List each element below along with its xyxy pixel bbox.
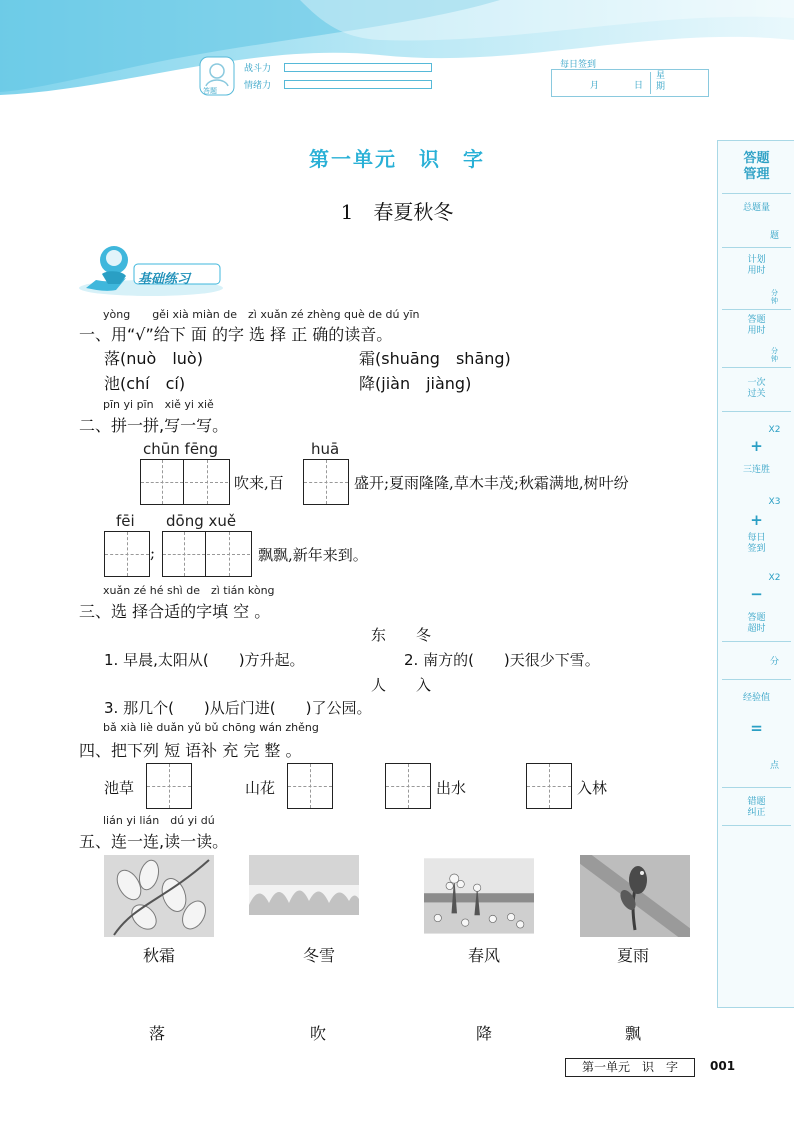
q2-pinyin-fei: fēi	[116, 512, 135, 530]
sidebar-x2-a: X2	[768, 425, 781, 435]
sidebar-fen: 分	[769, 657, 779, 667]
answer-grid-hua[interactable]	[303, 459, 349, 505]
sidebar-divider	[722, 367, 791, 368]
sidebar-plus-2: +	[750, 511, 763, 529]
q5-bottom-3[interactable]: 降	[476, 1024, 493, 1043]
q2-line1-b: 盛开;夏雨隆隆,草木丰茂;秋霜满地,树叶纷	[354, 474, 629, 492]
sidebar-minus: −	[750, 585, 763, 603]
answer-grid-q4-2[interactable]	[287, 763, 333, 809]
sidebar-title: 答题 管理	[743, 151, 770, 182]
q1-pinyin: yòng gěi xià miàn de zì xuǎn zé zhèng què de dú yīn	[103, 308, 420, 321]
sidebar-divider	[722, 309, 791, 310]
unit-title: 第一单元 识 字	[309, 147, 485, 171]
q1-item-2[interactable]: 霜(shuāng shāng)	[359, 349, 511, 368]
q5-prompt: 五、连一连,读一读。	[79, 832, 229, 851]
combat-bar	[284, 63, 432, 72]
q2-pinyin: pīn yi pīn xiě yi xiě	[103, 398, 214, 411]
q5-top-3[interactable]: 春风	[468, 946, 501, 965]
date-box[interactable]	[551, 69, 709, 97]
q3-sentence-2[interactable]: 2. 南方的( )天很少下雪。	[404, 651, 600, 669]
sidebar-plus-1: +	[750, 437, 763, 455]
q2-line2: 飘飘,新年来到。	[258, 546, 368, 564]
q2-line1-a: 吹来,百	[234, 474, 284, 492]
q3-pair-2: 人 入	[371, 676, 432, 694]
sidebar-x2-b: X2	[768, 573, 781, 583]
sidebar-divider	[722, 641, 791, 642]
q1-item-3[interactable]: 池(chí cí)	[104, 374, 186, 393]
avatar	[199, 56, 235, 96]
q4-pinyin: bǎ xià liè duǎn yǔ bǔ chōng wán zhěng	[103, 721, 319, 734]
q3-sentence-3[interactable]: 3. 那几个( )从后门进( )了公园。	[104, 699, 372, 717]
spring-field-image	[424, 855, 534, 937]
sidebar-actual-time: 答题 用时	[747, 315, 766, 336]
q5-bottom-2[interactable]: 吹	[310, 1024, 327, 1043]
q2-pinyin-hua: huā	[311, 440, 340, 458]
q2-semicolon: ;	[150, 544, 156, 562]
sidebar-overtime: 答题 超时	[747, 613, 766, 634]
day-label: 日	[634, 81, 644, 91]
q5-top-4[interactable]: 夏雨	[617, 946, 650, 965]
frosted-leaves-image	[104, 855, 214, 937]
q4-prompt: 四、把下列 短 语补 充 完 整 。	[79, 741, 302, 760]
q1-item-4[interactable]: 降(jiàn jiàng)	[359, 374, 472, 393]
page-number: 001	[710, 1059, 736, 1073]
answer-grid-q4-1[interactable]	[146, 763, 192, 809]
sidebar-divider	[722, 193, 791, 194]
sidebar-once-pass: 一次 过关	[747, 378, 766, 399]
grid-cell[interactable]	[185, 460, 228, 504]
q4-word-2: 山花	[245, 779, 276, 797]
answer-grid-q4-3[interactable]	[385, 763, 431, 809]
sidebar-divider	[722, 247, 791, 248]
grid-cell[interactable]	[141, 460, 184, 504]
section-badge-label: 基础练习	[138, 272, 191, 287]
q5-top-1[interactable]: 秋霜	[143, 946, 176, 965]
q5-top-2[interactable]: 冬雪	[303, 946, 336, 965]
sidebar-divider	[722, 679, 791, 680]
q4-word-4: 入林	[577, 779, 608, 797]
sidebar-plan-unit: 分 钟	[771, 289, 778, 305]
sidebar-ti: 题	[769, 231, 779, 241]
answer-grid-chunfeng[interactable]	[140, 459, 230, 505]
q4-word-3: 出水	[436, 779, 467, 797]
emotion-label: 情绪力	[244, 81, 272, 91]
rain-bud-image	[580, 855, 690, 937]
q5-bottom-1[interactable]: 落	[149, 1024, 166, 1043]
q3-pinyin: xuǎn zé hé shì de zì tián kòng	[103, 584, 275, 597]
q3-pair-1: 东 冬	[371, 626, 432, 644]
sidebar-divider	[722, 825, 791, 826]
q2-prompt: 二、拼一拼,写一写。	[79, 416, 229, 435]
grid-cell[interactable]	[207, 532, 250, 576]
sidebar-equals: =	[750, 719, 763, 737]
answer-grid-dongxue[interactable]	[162, 531, 252, 577]
q5-pinyin: lián yi lián dú yi dú	[103, 814, 215, 827]
sidebar-actual-unit: 分 钟	[771, 347, 778, 363]
q1-prompt: 一、用“√”给下 面 的字 选 择 正 确的读音。	[79, 325, 393, 344]
q2-pinyin-dongxue: dōng xuě	[166, 512, 237, 530]
grid-cell[interactable]	[163, 532, 206, 576]
sidebar-correction: 错题 纠正	[747, 797, 766, 818]
q3-prompt: 三、选 择合适的字填 空 。	[79, 602, 271, 621]
footer-unit: 第一单元 识 字	[565, 1058, 695, 1077]
sidebar-plan-time: 计划 用时	[747, 255, 766, 276]
weekday-label: 星 期	[656, 71, 666, 92]
snowy-trees-image	[249, 855, 359, 937]
emotion-bar	[284, 80, 432, 89]
sidebar-daily: 每日 签到	[747, 533, 766, 554]
date-divider	[650, 72, 651, 94]
answer-grid-fei[interactable]	[104, 531, 150, 577]
sidebar-exp: 经验值	[742, 693, 770, 703]
sidebar-point: 点	[769, 761, 779, 771]
daily-checkin-label: 每日签到	[560, 60, 597, 70]
sidebar-x3: X3	[768, 497, 781, 507]
q1-item-1[interactable]: 落(nuò luò)	[104, 349, 203, 368]
avatar-label: 答题	[203, 87, 217, 95]
lesson-title: 1 春夏秋冬	[340, 200, 454, 224]
month-label: 月	[590, 81, 600, 91]
combat-label: 战斗力	[244, 64, 272, 74]
sidebar-divider	[722, 411, 791, 412]
sidebar-streak: 三连胜	[742, 465, 770, 475]
q3-sentence-1[interactable]: 1. 早晨,太阳从( )方升起。	[104, 651, 305, 669]
sidebar-total: 总题量	[742, 203, 770, 213]
sidebar-divider	[722, 787, 791, 788]
section-badge	[76, 240, 226, 300]
answer-grid-q4-4[interactable]	[526, 763, 572, 809]
q4-word-1: 池草	[104, 779, 135, 797]
q2-pinyin-chunfeng: chūn fēng	[143, 440, 219, 458]
q5-bottom-4[interactable]: 飘	[625, 1024, 642, 1043]
answer-management-sidebar	[717, 140, 794, 1008]
